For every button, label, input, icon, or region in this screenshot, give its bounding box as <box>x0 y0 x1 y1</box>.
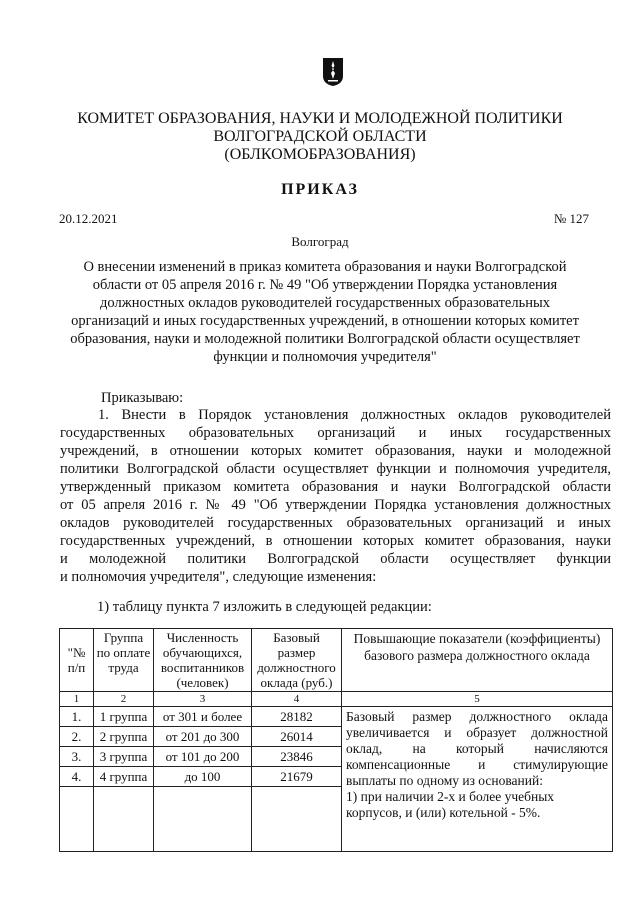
empty-cell <box>252 787 342 852</box>
paragraph-line: государственных учреждений, в отношении которых комитет образования, науки <box>60 533 611 549</box>
org-name-line-2: ВОЛГОГРАДСКОЙ ОБЛАСТИ <box>213 128 427 145</box>
paragraph-line: 1. Внести в Порядок установления должностных окладов руководителей <box>98 407 611 423</box>
paragraph-line: и молодежной политики Волгоградской области осуществляет функции <box>60 551 611 567</box>
paragraph-line: утвержденный приказом комитета образования и науки Волгоградской области <box>60 479 611 495</box>
row-group: 4 группа <box>94 767 154 787</box>
doc-subject <box>60 258 590 366</box>
paragraph-line: от 05 апреля 2016 г. № 49 "Об утверждении Порядка установления должностных <box>60 497 611 513</box>
row-number: 1. <box>60 707 94 727</box>
salary-table <box>59 628 613 852</box>
org-name-line-1: КОМИТЕТ ОБРАЗОВАНИЯ, НАУКИ И МОЛОДЕЖНОЙ ПОЛИТИКИ <box>77 110 563 127</box>
column-number: 5 <box>342 692 613 707</box>
subject-line: области от 05 апреля 2016 г. № 49 "Об утверждении Порядка установления <box>92 277 558 293</box>
row-number: 2. <box>60 727 94 747</box>
empty-cell <box>154 787 252 852</box>
paragraph-line: и полномочия учредителя", следующие изменения: <box>60 569 377 585</box>
doc-type-title: ПРИКАЗ <box>281 181 359 198</box>
coat-of-arms-icon <box>322 57 344 87</box>
header-coefficients: Повышающие показатели (коэффициенты) базового размера должностного оклада <box>342 629 613 692</box>
column-number: 4 <box>252 692 342 707</box>
row-number: 4. <box>60 767 94 787</box>
row-count: от 301 и более <box>154 707 252 727</box>
subject-line: функции и полномочия учредителя" <box>213 349 437 365</box>
column-number: 1 <box>60 692 94 707</box>
paragraph-1 <box>60 406 611 586</box>
paragraph-line: политики Волгоградской области осуществляет функции и полномочия учредителя, <box>60 461 611 477</box>
paragraph-line: учреждений, в отношении которых комитет образования, науки и молодежной <box>60 443 611 459</box>
row-count: до 100 <box>154 767 252 787</box>
row-salary: 28182 <box>252 707 342 727</box>
intro-text: Приказываю: <box>101 390 184 406</box>
org-name-line-3: (ОБЛКОМОБРАЗОВАНИЯ) <box>224 146 416 163</box>
subject-line: образования, науки и молодежной политики Волгоградской области осуществляет <box>70 331 580 347</box>
doc-city: Волгоград <box>291 234 349 249</box>
row-salary: 23846 <box>252 747 342 767</box>
paragraph-line: государственных образовательных организаций и иных государственных <box>60 425 611 441</box>
row-group: 2 группа <box>94 727 154 747</box>
subject-line: организаций и иных государственных учреждений, в отношении которых комитет <box>71 313 579 329</box>
item-1: 1) таблицу пункта 7 изложить в следующей редакции: <box>97 599 432 615</box>
row-salary: 26014 <box>252 727 342 747</box>
row-group: 3 группа <box>94 747 154 767</box>
column-number: 2 <box>94 692 154 707</box>
row-count: от 101 до 200 <box>154 747 252 767</box>
doc-date: 20.12.2021 <box>59 211 118 226</box>
subject-line: должностных окладов руководителей государственных образовательных <box>100 295 550 311</box>
table-header-row <box>60 629 613 692</box>
description-point: 1) при наличии 2-х и более учебных корпусов, и (или) котельной - 5%. <box>346 789 555 820</box>
coefficients-description <box>342 707 613 852</box>
empty-cell <box>60 787 94 852</box>
header-group: Группа по оплате труда <box>94 629 154 692</box>
subject-line: О внесении изменений в приказ комитета образования и науки Волгоградской <box>83 259 567 275</box>
column-number: 3 <box>154 692 252 707</box>
description-text: Базовый размер должностного оклада увеличивается и образует должностной оклад, на который начисляются компенсационные и стимулирующие выплаты по одному из оснований: <box>346 709 608 788</box>
row-group: 1 группа <box>94 707 154 727</box>
row-salary: 21679 <box>252 767 342 787</box>
header-salary: Базовый размер должностного оклада (руб.) <box>252 629 342 692</box>
empty-cell <box>94 787 154 852</box>
doc-number: № 127 <box>553 211 589 226</box>
row-number: 3. <box>60 747 94 767</box>
row-count: от 201 до 300 <box>154 727 252 747</box>
table-column-numbers <box>60 692 613 707</box>
table-row <box>60 707 613 727</box>
paragraph-line: окладов руководителей государственных образовательных организаций и иных <box>60 515 611 531</box>
header-count: Численность обучающихся, воспитанников (человек) <box>154 629 252 692</box>
header-number: "№ п/п <box>60 629 94 692</box>
